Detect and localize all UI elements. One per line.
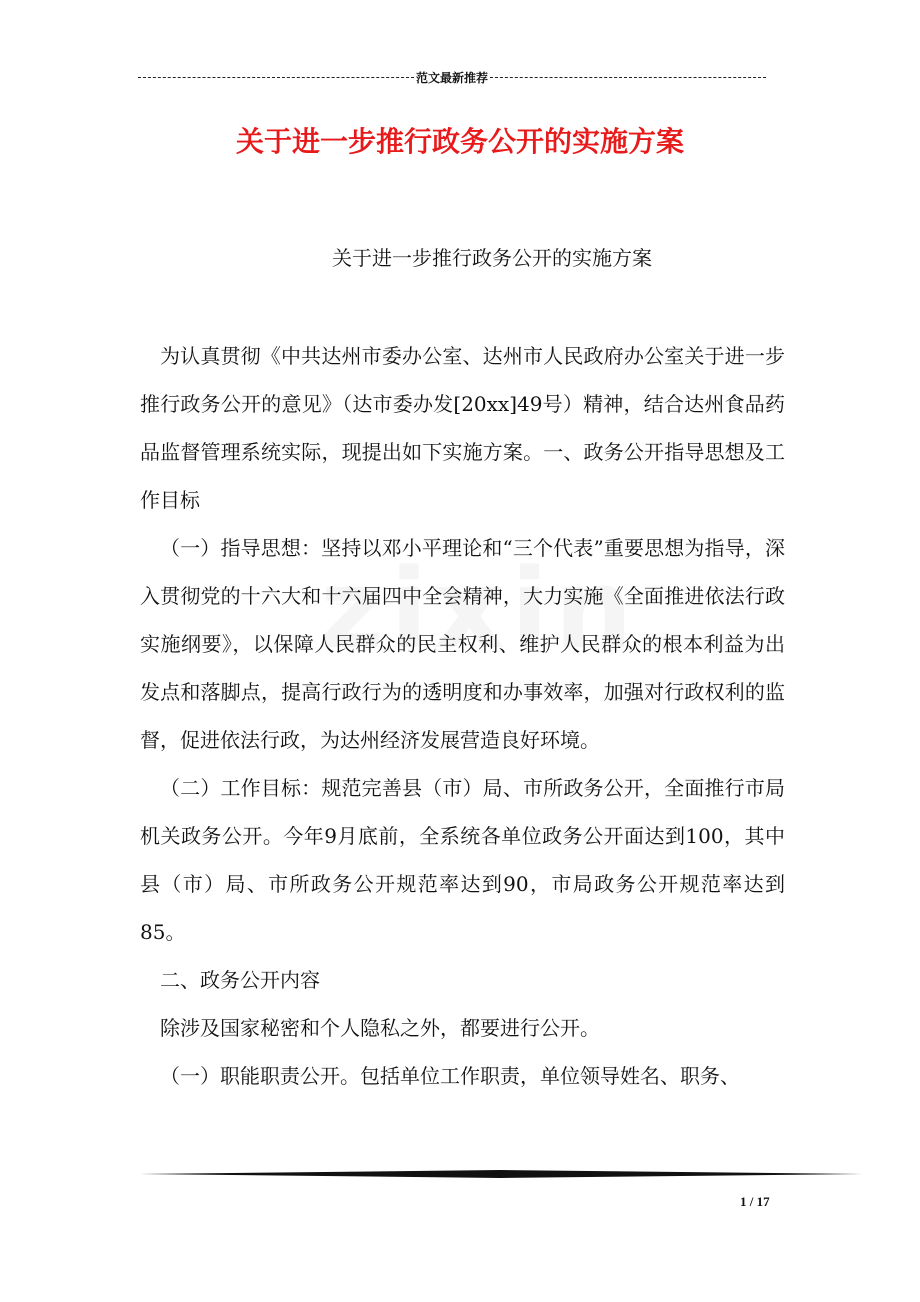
header-label: 范文最新推荐: [416, 70, 489, 85]
page-number: 1 / 17: [740, 1194, 770, 1209]
paragraph: （一）职能职责公开。包括单位工作职责，单位领导姓名、职务、: [160, 1064, 740, 1088]
header-dash-right: [490, 77, 766, 78]
document-title: 关于进一步推行政务公开的实施方案: [235, 125, 684, 158]
footer-divider: [140, 1170, 862, 1178]
document-subtitle: 关于进一步推行政务公开的实施方案: [332, 246, 652, 270]
paragraph: 二、政务公开内容: [160, 968, 320, 992]
paragraph: （一）指导思想：坚持以邓小平理论和“三个代表”重要思想为指导，深入贯彻党的十六大和十六届四中全会精神，大力实施《全面推进依法行政实施纲要》，以保障人民群众的民主权利、维护人民群众的根本利益为出发点和落脚点，提高行政行为的透明度和办事效率，加强对行政权利的监督，促进依法行政，为达州经济发展营造良好环境。: [140, 536, 785, 752]
page-header: [138, 68, 766, 86]
paragraph: 为认真贯彻《中共达州市委办公室、达州市人民政府办公室关于进一步推行政务公开的意见》（达市委办发[20xx]49号）精神，结合达州食品药品监督管理系统实际，现提出如下实施方案。一、政务公开指导思想及工作目标: [140, 344, 785, 512]
paragraph: 除涉及国家秘密和个人隐私之外，都要进行公开。: [160, 1016, 600, 1040]
document-body: [140, 332, 785, 1100]
paragraph: （二）工作目标：规范完善县（市）局、市所政务公开，全面推行市局机关政务公开。今年9月底前，全系统各单位政务公开面达到100，其中县（市）局、市所政务公开规范率达到90，市局政务公开规范率达到85。: [140, 776, 785, 944]
header-dash-left: [138, 77, 414, 78]
